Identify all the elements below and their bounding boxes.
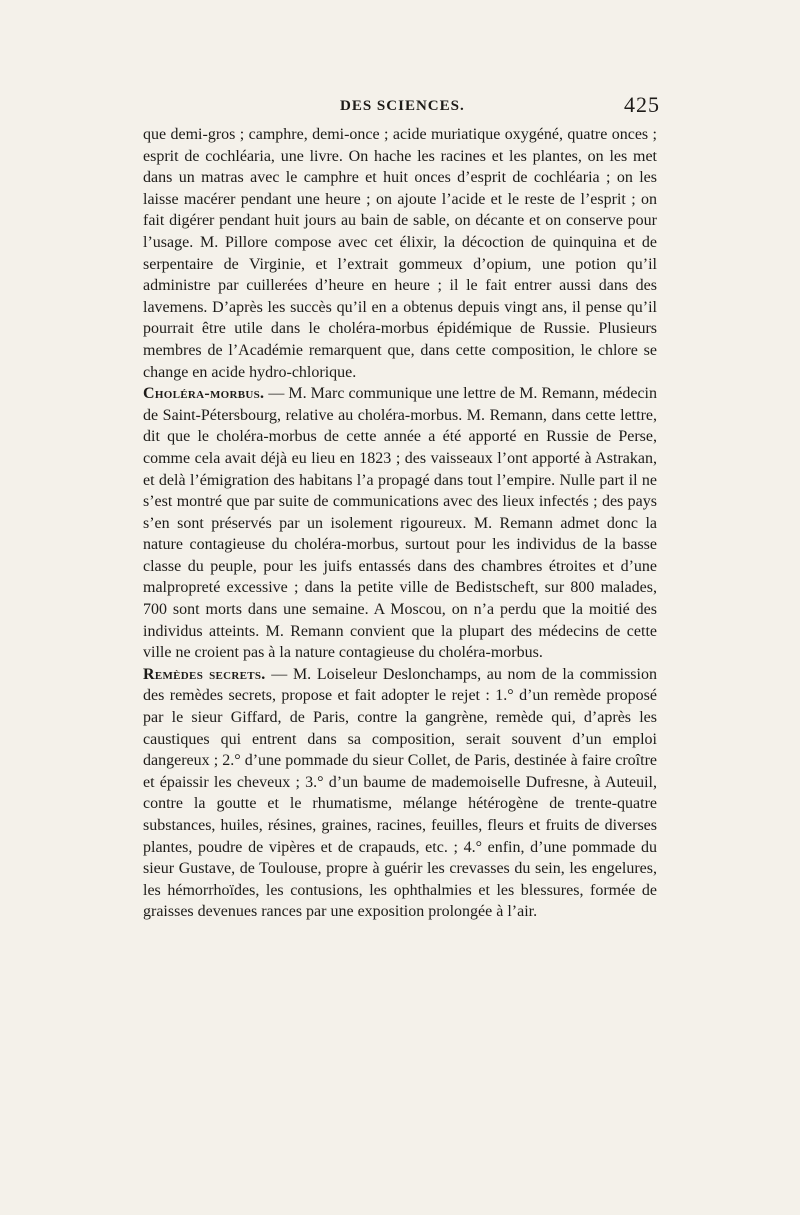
page-bottom-space	[480, 990, 660, 992]
section-heading-cholera: Choléra-morbus.	[143, 385, 265, 403]
paragraph-cholera-text: — M. Marc communique une lettre de M. Remann, médecin de Saint-Pétersbourg, relative au choléra-morbus. M. Remann, dans cette lettre, dit que le choléra-morbus de cette année a été apporté en Russie de Perse, comme cela avait déjà eu lieu en 1823 ; des vaisseaux l’ont apporté à Astrakan, et delà l’émigration des habitans l’a propagé dans tout l’empire. Nulle part il ne s’est montré que par suite de communications avec des lieux infectés ; des pays s’en sont préservés par un isolement rigoureux. M. Remann admet donc la nature contagieuse du choléra-morbus, surtout pour les individus de la basse classe du peuple, pour les juifs entassés dans des chambres étroites et d’une malpropreté excessive ; dans la petite ville de Bedistscheft, sur 800 malades, 700 sont morts dans une semaine. A Moscou, on n’a perdu que la moitié des individus atteints. M. Remann convient que la plupart des médecins de cette ville ne croient pas à la nature contagieuse du choléra-morbus.	[143, 385, 657, 662]
section-heading-remedes: Remèdes secrets.	[143, 665, 266, 683]
page-number: 425	[624, 92, 660, 117]
paragraph-cholera	[143, 383, 657, 664]
paragraph-1	[143, 124, 657, 383]
paragraph-remedes	[143, 664, 657, 923]
paragraph-remedes-text: — M. Loiseleur Deslonchamps, au nom de la commission des remèdes secrets, propose et fait adopter le rejet : 1.° d’un remède proposé par le sieur Giffard, de Paris, contre la gangrène, remède qui, d’après les caustiques qui entrent dans sa composition, serait souvent d’un emploi dangereux ; 2.° d’une pommade du sieur Collet, de Paris, destinée à faire croître et épaissir les cheveux ; 3.° d’un baume de mademoiselle Dufresne, à Auteuil, contre la goutte et le rhumatisme, mélange hétérogène de trente-quatre substances, huiles, résines, graines, racines, feuilles, fleurs et fruits de diverses plantes, poudre de vipères et de crapauds, etc. ; 4.° enfin, d’une pommade du sieur Gustave, de Toulouse, propre à guérir les crevasses du sein, les engelures, les hémorrhoïdes, les contusions, les ophthalmies et les blessures, formée de graisses devenues rances par une exposition prolongée à l’air.	[143, 665, 657, 921]
article-body	[143, 124, 657, 923]
page-header	[140, 92, 660, 122]
running-title: DES SCIENCES.	[340, 98, 465, 114]
paragraph-1-text: que demi-gros ; camphre, demi-once ; acide muriatique oxygéné, quatre onces ; esprit de cochléaria, une livre. On hache les racines et les plantes, on les met dans un matras avec le camphre et huit onces d’esprit de cochléaria ; on les laisse macérer pendant une heure ; on ajoute l’acide et le reste de l’esprit ; on fait digérer pendant huit jours au bain de sable, on décante et on conserve pour l’usage. M. Pillore compose avec cet élixir, la décoction de quinquina et de serpentaire de Virginie, et l’extrait gommeux d’opium, une potion qu’il administre par cuillerées d’heure en heure ; il le fait entrer aussi dans des lavemens. D’après les succès qu’il en a obtenus depuis vingt ans, il pense qu’il pourrait être utile dans le choléra-morbus épidémique de Russie. Plusieurs membres de l’Académie remarquent que, dans cette composition, le chlore se change en acide hydro-chlorique.	[143, 126, 657, 381]
